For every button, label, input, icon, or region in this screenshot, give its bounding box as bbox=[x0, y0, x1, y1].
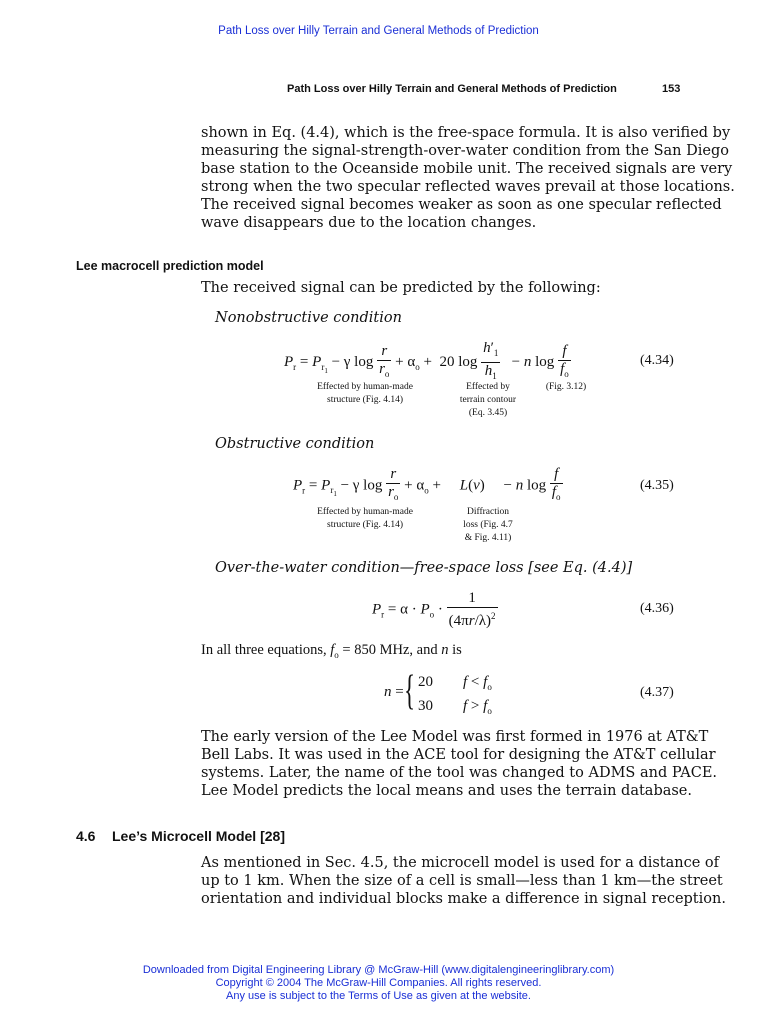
page-number: 153 bbox=[662, 83, 681, 95]
note-fig: (Fig. 3.12) bbox=[545, 382, 587, 392]
note-line: Effected by human-made bbox=[317, 507, 413, 517]
closing-line: Bell Labs. It was used in the ACE tool for designing the AT&T cellular bbox=[201, 747, 716, 764]
intro-line: shown in Eq. (4.4), which is the free-space formula. It is also verified by bbox=[201, 125, 731, 141]
running-title: Path Loss over Hilly Terrain and General Methods of Prediction bbox=[287, 83, 617, 95]
closing-paragraph bbox=[201, 728, 718, 800]
equation-4-35: $P_r = P_{r_1} - \gamma$ log $\frac{r}{r_o}$ + $\alpha_o$ + L(v) − n log $\frac{f}{f_o}$ bbox=[293, 466, 561, 502]
condition-over-water: Over-the-water condition—free-space loss [see Eq. (4.4)] bbox=[215, 560, 633, 576]
note-line: structure (Fig. 4.14) bbox=[327, 395, 403, 405]
footer bbox=[0, 964, 757, 1003]
microcell-line: As mentioned in Sec. 4.5, the microcell model is used for a distance of bbox=[201, 855, 720, 871]
note-human-made bbox=[300, 381, 430, 407]
note-line: terrain contour bbox=[459, 395, 517, 405]
note-human-made bbox=[300, 506, 430, 532]
footer-download-link[interactable]: Downloaded from Digital Engineering Library @ McGraw-Hill (www.digitalengineeringlibrary.com) bbox=[142, 964, 615, 976]
fo-statement-lead: In all three equations, bbox=[201, 642, 327, 658]
macro-lead: The received signal can be predicted by the following: bbox=[201, 280, 601, 296]
equation-4-34: $P_r = P_{r_1} - \gamma$ log $\frac{r}{r_o}$ + $\alpha_o + 20$ log $\frac{h'_1}{h_1}$ − n log $\frac{f}{f_o}$ bbox=[284, 340, 569, 381]
note-terrain bbox=[448, 381, 528, 420]
intro-line: base station to the Oceanside mobile unit. The received signals are very bbox=[201, 161, 733, 178]
note-line: Effected by human-made bbox=[317, 382, 413, 392]
equation-4-36: $P_r = \alpha \cdot P_o$ · $\frac{1}{(4\pi r/\lambda)^2}$ bbox=[372, 590, 496, 629]
note-diffraction bbox=[448, 506, 528, 545]
note-line: Effected by bbox=[466, 382, 510, 392]
note-line: (Eq. 3.45) bbox=[468, 408, 508, 418]
condition-nonobstructive: Nonobstructive condition bbox=[215, 310, 402, 326]
n-is: is bbox=[452, 642, 462, 658]
condition-obstructive: Obstructive condition bbox=[215, 436, 375, 452]
case-condition: $f > f_o$ bbox=[463, 698, 492, 716]
fo-statement: In all three equations, $f_o = 850$ MHz, and n is bbox=[201, 642, 462, 660]
closing-line: Lee Model predicts the local means and uses the terrain database. bbox=[201, 783, 692, 800]
footer-terms-link[interactable]: Any use is subject to the Terms of Use as given at the website. bbox=[226, 990, 531, 1002]
equation-number: (4.36) bbox=[640, 601, 674, 616]
note-line: loss (Fig. 4.7 bbox=[463, 520, 513, 530]
section-heading-macrocell: Lee macrocell prediction model bbox=[76, 259, 264, 273]
left-brace: { bbox=[404, 668, 416, 714]
case-value: 30 bbox=[418, 698, 433, 714]
fo-value: = 850 MHz, and bbox=[342, 642, 438, 658]
section-number: 4.6 bbox=[76, 828, 96, 844]
intro-line: wave disappears due to the location changes. bbox=[201, 215, 537, 232]
microcell-paragraph bbox=[201, 854, 726, 908]
equation-number: (4.37) bbox=[640, 685, 674, 700]
intro-paragraph bbox=[201, 124, 735, 233]
section-title: Lee’s Microcell Model [28] bbox=[112, 828, 285, 844]
closing-line: systems. Later, the name of the tool was changed to ADMS and PACE. bbox=[201, 765, 718, 782]
case-condition: $f < f_o$ bbox=[463, 674, 492, 692]
top-banner[interactable]: Path Loss over Hilly Terrain and General Methods of Prediction bbox=[218, 25, 539, 37]
equation-number: (4.35) bbox=[640, 478, 674, 493]
note-line: Diffraction bbox=[466, 507, 510, 517]
case-value: 20 bbox=[418, 674, 433, 690]
intro-line: measuring the signal-strength-over-water condition from the San Diego bbox=[201, 143, 729, 160]
intro-line: The received signal becomes weaker as soon as one specular reflected bbox=[201, 197, 722, 214]
microcell-line: orientation and individual blocks make a difference in signal reception. bbox=[201, 891, 726, 908]
note-line: structure (Fig. 4.14) bbox=[327, 520, 403, 530]
closing-line: The early version of the Lee Model was first formed in 1976 at AT&T bbox=[201, 729, 709, 745]
microcell-line: up to 1 km. When the size of a cell is small—less than 1 km—the street bbox=[201, 873, 723, 890]
intro-line: strong when the two specular reflected waves prevail at those locations. bbox=[201, 179, 735, 196]
footer-copyright: Copyright © 2004 The McGraw-Hill Companies. All rights reserved. bbox=[215, 977, 542, 989]
equation-number: (4.34) bbox=[640, 353, 674, 368]
note-line: & Fig. 4.11) bbox=[464, 533, 512, 543]
equation-4-37-lhs: n = bbox=[384, 684, 404, 700]
